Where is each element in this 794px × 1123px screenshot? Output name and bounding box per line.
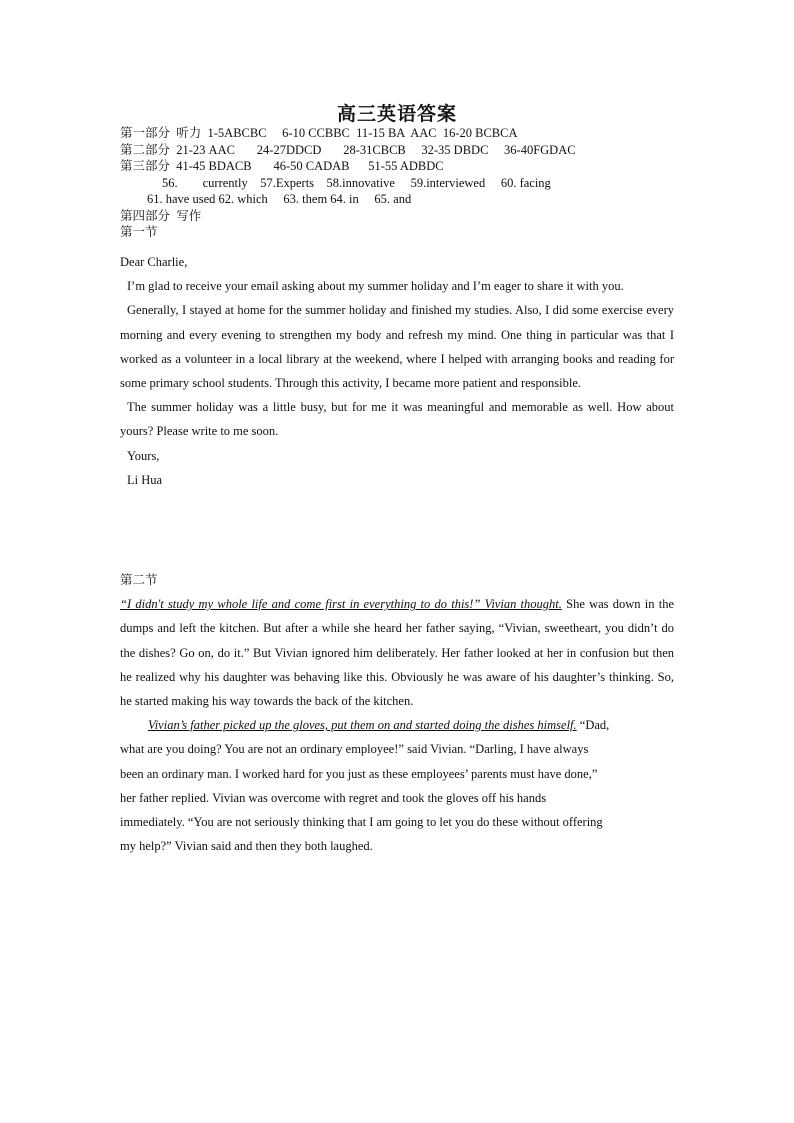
paragraph-1-lead-sentence: “I didn't study my whole life and come first in everything to do this!” Vivian thought. [120,597,562,612]
answer-part3: 第三部分 41-45 BDACB 46-50 CADAB 51-55 ADBDC [120,159,444,173]
paragraph-2-line-4: her father replied. Vivian was overcome with regret and took the gloves off his hands [120,790,547,805]
section2-paragraph-1 [120,592,674,713]
answer-part2: 第二部分 21-23 AAC 24-27DDCD 28-31CBCB 32-35 DBDC 36-40FGDAC [120,142,576,157]
letter-paragraph-3: The summer holiday was a little busy, but for me it was meaningful and memorable as well. How about yours? Please write to me soon. [120,400,674,439]
answer-part4-heading: 第四部分 写作 [120,208,202,223]
paragraph-2-line-5: immediately. “You are not seriously thinking that I am going to let you do these without offering [120,815,603,830]
paragraph-2-line-1: “Dad, [576,718,610,733]
paragraph-1-body: She was down in the dumps and left the kitchen. But after a while she heard her father saying, “Vivian, sweetheart, you didn’t do the dishes? Go on, do it.” But Vivian ignored him deliberately. Her father looked at her in confusion but then he realized why his daughter was behaving like this. Obviously he was aware of his daughter’s thinking. So, he started making his way towards the back of the kitchen. [120,597,674,709]
section2-heading: 第二节 [120,573,158,587]
letter-signature: Li Hua [127,472,163,487]
section1-heading: 第一节 [120,225,158,239]
letter-essay [120,250,674,492]
paragraph-2-line-6: my help?” Vivian said and then they both laughed. [120,839,373,854]
letter-paragraph-1: I’m glad to receive your email asking about my summer holiday and I’m eager to share it with you. [127,279,624,294]
page-title: 高三英语答案 [336,104,457,125]
continuation-writing [120,568,674,858]
answer-key [120,125,680,241]
section2-paragraph-2 [120,713,674,858]
letter-greeting: Dear Charlie, [120,255,188,269]
letter-paragraph-2: Generally, I stayed at home for the summer holiday and finished my studies. Also, I did some exercise every morning and every evening to strengthen my body and refresh my mind. One thing in particular was that I worked as a volunteer in a local library at the weekend, where I helped with arranging books and reading for some primary school students. Through this activity, I became more patient and responsible. [120,303,674,391]
answer-part1: 第一部分 听力 1-5ABCBC 6-10 CCBBC 11-15 BA AAC 16-20 BCBCA [120,126,518,140]
answer-part3-line2: 56. currently 57.Experts 58.innovative 59.interviewed 60. facing [162,175,551,190]
paragraph-2-line-3: been an ordinary man. I worked hard for you just as these employees’ parents must have done,” [120,766,598,781]
letter-closing: Yours, [127,448,160,463]
paragraph-2-line-2: what are you doing? You are not an ordinary employee!” said Vivian. “Darling, I have always [120,742,589,757]
paragraph-2-lead-sentence: Vivian’s father picked up the gloves, put them on and started doing the dishes himself. [148,718,577,733]
answer-part3-line3: 61. have used 62. which 63. them 64. in 65. and [147,192,412,206]
